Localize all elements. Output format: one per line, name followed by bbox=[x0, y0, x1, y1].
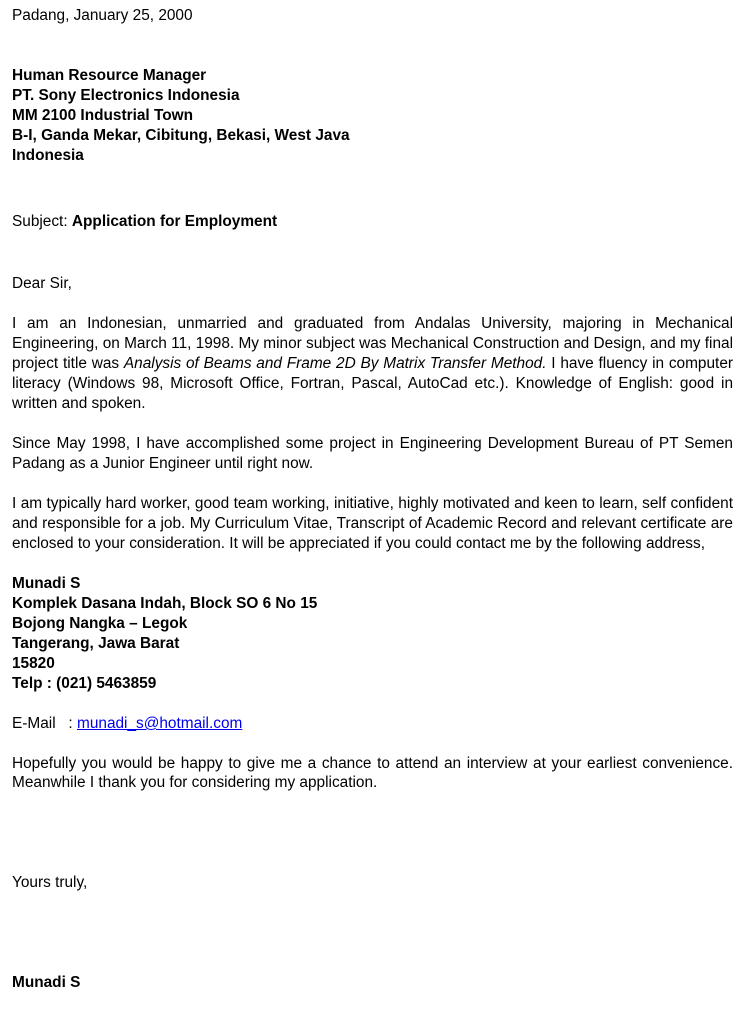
sender-phone: Telp : (021) 5463859 bbox=[12, 675, 157, 692]
recipient-title: Human Resource Manager bbox=[12, 67, 207, 84]
paragraph-closing: Hopefully you would be happy to give me a chance to attend an interview at your earliest convenience. Meanwhile I thank you for considering my application. bbox=[12, 755, 733, 791]
paragraph-education-text-1: I am an Indonesian, unmarried and graduated from Andalas University, majoring in Mechanical Engineering, on March 11, 1998. My minor subject was Mechanical Construction and Design, and my final project title was bbox=[12, 315, 733, 372]
closing: Yours truly, bbox=[12, 874, 88, 891]
email-line bbox=[12, 714, 733, 734]
paragraph-education bbox=[12, 314, 733, 414]
project-title: Analysis of Beams and Frame 2D By Matrix Transfer Method. bbox=[123, 355, 547, 372]
signature-name: Munadi S bbox=[12, 974, 81, 991]
letter-body bbox=[12, 274, 733, 792]
recipient-block bbox=[12, 66, 733, 166]
sender-postcode: 15820 bbox=[12, 655, 55, 672]
subject-value: Application for Employment bbox=[71, 213, 278, 230]
recipient-address-line-2: B-I, Ganda Mekar, Cibitung, Bekasi, West Java bbox=[12, 127, 350, 144]
recipient-address-line-1: MM 2100 Industrial Town bbox=[12, 107, 194, 124]
subject-label: Subject: bbox=[12, 213, 68, 230]
sender-address-line-3: Tangerang, Jawa Barat bbox=[12, 635, 180, 652]
sender-block bbox=[12, 574, 733, 694]
sender-name: Munadi S bbox=[12, 575, 81, 592]
subject-line bbox=[12, 212, 733, 232]
recipient-country: Indonesia bbox=[12, 147, 84, 164]
sender-address-line-2: Bojong Nangka – Legok bbox=[12, 615, 188, 632]
salutation: Dear Sir, bbox=[12, 275, 72, 292]
email-label: E-Mail : bbox=[12, 715, 77, 732]
email-link[interactable]: munadi_s@hotmail.com bbox=[77, 715, 243, 732]
paragraph-qualities: I am typically hard worker, good team working, initiative, highly motivated and keen to learn, self confident and responsible for a job. My Curriculum Vitae, Transcript of Academic Record and relevant certificate are enclosed to your consideration. It will be appreciated if you could contact me by the following address, bbox=[12, 495, 733, 552]
sender-address-line-1: Komplek Dasana Indah, Block SO 6 No 15 bbox=[12, 595, 318, 612]
letter-date: Padang, January 25, 2000 bbox=[12, 7, 193, 24]
paragraph-experience: Since May 1998, I have accomplished some project in Engineering Development Bureau of PT Semen Padang as a Junior Engineer until right now. bbox=[12, 435, 733, 472]
recipient-company: PT. Sony Electronics Indonesia bbox=[12, 87, 240, 104]
paragraph-education-text-2: I have fluency in computer literacy (Windows 98, Microsoft Office, Fortran, Pascal, AutoCad etc.). Knowledge of English: good in written and spoken. bbox=[12, 355, 733, 412]
letter-page bbox=[12, 6, 733, 230]
